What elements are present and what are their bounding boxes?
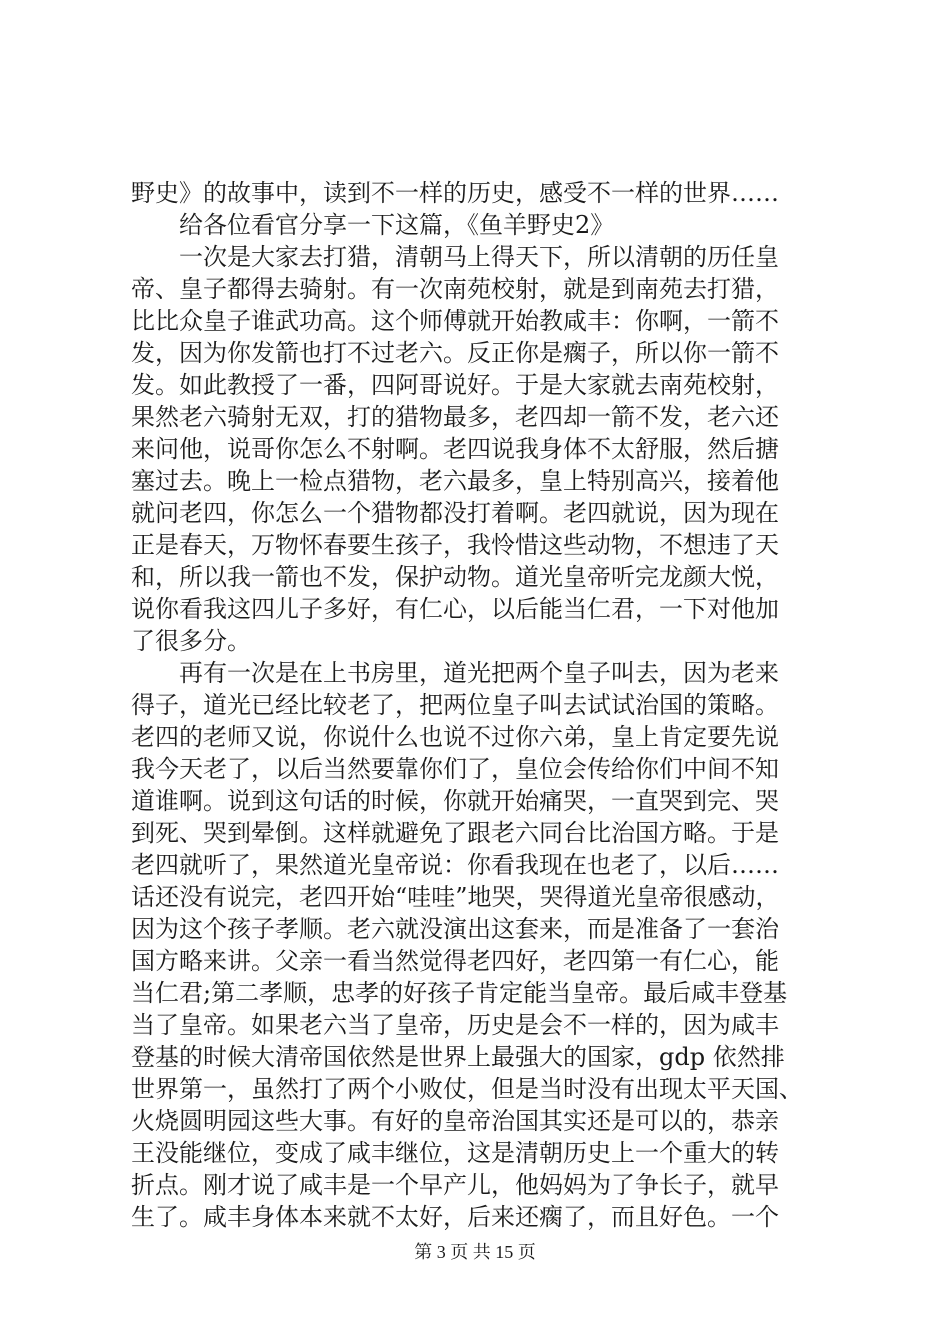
- text-line: 当仁君;第二孝顺，忠孝的好孩子肯定能当皇帝。最后咸丰登基: [131, 979, 788, 1007]
- text-line: 帝、皇子都得去骑射。有一次南苑校射，就是到南苑去打猎，: [131, 275, 779, 303]
- text-line: 野史》的故事中，读到不一样的历史，感受不一样的世界……: [131, 179, 779, 207]
- text-line: 正是春天，万物怀春要生孩子，我怜惜这些动物，不想违了天: [131, 531, 779, 559]
- text-line: 世界第一，虽然打了两个小败仗，但是当时没有出现太平天国、: [131, 1075, 803, 1103]
- text-line: 因为这个孩子孝顺。老六就没演出这套来，而是准备了一套治: [131, 915, 779, 943]
- text-line: 国方略来讲。父亲一看当然觉得老四好，老四第一有仁心，能: [131, 947, 779, 975]
- document-body: [131, 177, 834, 1233]
- text-line: 塞过去。晚上一检点猎物，老六最多，皇上特别高兴，接着他: [131, 467, 779, 495]
- text-line: 再有一次是在上书房里，道光把两个皇子叫去，因为老来: [131, 659, 779, 687]
- text-line: 给各位看官分享一下这篇，《鱼羊野史2》: [131, 211, 615, 239]
- text-line: 王没能继位，变成了咸丰继位，这是清朝历史上一个重大的转: [131, 1139, 779, 1167]
- text-line: 得子，道光已经比较老了，把两位皇子叫去试试治国的策略。: [131, 691, 779, 719]
- text-line: 老四的老师又说，你说什么也说不过你六弟，皇上肯定要先说: [131, 723, 779, 751]
- text-line: 登基的时候大清帝国依然是世界上最强大的国家，gdp 依然排: [131, 1043, 785, 1071]
- text-line: 果然老六骑射无双，打的猎物最多，老四却一箭不发，老六还: [131, 403, 779, 431]
- text-line: 了很多分。: [131, 627, 251, 655]
- text-line: 当了皇帝。如果老六当了皇帝，历史是会不一样的，因为咸丰: [131, 1011, 779, 1039]
- text-line: 到死、哭到晕倒。这样就避免了跟老六同台比治国方略。于是: [131, 819, 779, 847]
- text-line: 折点。刚才说了咸丰是一个早产儿，他妈妈为了争长子，就早: [131, 1171, 779, 1199]
- text-line: 说你看我这四儿子多好，有仁心，以后能当仁君，一下对他加: [131, 595, 779, 623]
- text-line: 和，所以我一箭也不发，保护动物。道光皇帝听完龙颜大悦，: [131, 563, 779, 591]
- text-line: 来问他，说哥你怎么不射啊。老四说我身体不太舒服，然后搪: [131, 435, 779, 463]
- text-line: 老四就听了，果然道光皇帝说：你看我现在也老了，以后……: [131, 851, 779, 879]
- text-line: 比比众皇子谁武功高。这个师傅就开始教咸丰：你啊，一箭不: [131, 307, 779, 335]
- text-line: 道谁啊。说到这句话的时候，你就开始痛哭，一直哭到完、哭: [131, 787, 779, 815]
- text-line: 发，因为你发箭也打不过老六。反正你是瘸子，所以你一箭不: [131, 339, 779, 367]
- text-line: 生了。咸丰身体本来就不太好，后来还瘸了，而且好色。一个: [131, 1203, 779, 1231]
- text-line: 发。如此教授了一番，四阿哥说好。于是大家就去南苑校射，: [131, 371, 779, 399]
- text-line: 一次是大家去打猎，清朝马上得天下，所以清朝的历任皇: [131, 243, 779, 271]
- page-footer: 第 3 页 共 15 页: [414, 1242, 536, 1262]
- text-line: 就问老四，你怎么一个猎物都没打着啊。老四就说，因为现在: [131, 499, 779, 527]
- text-line: 我今天老了，以后当然要靠你们了，皇位会传给你们中间不知: [131, 755, 779, 783]
- text-line: 话还没有说完，老四开始“哇哇”地哭，哭得道光皇帝很感动，: [131, 883, 780, 911]
- text-line: 火烧圆明园这些大事。有好的皇帝治国其实还是可以的，恭亲: [131, 1107, 779, 1135]
